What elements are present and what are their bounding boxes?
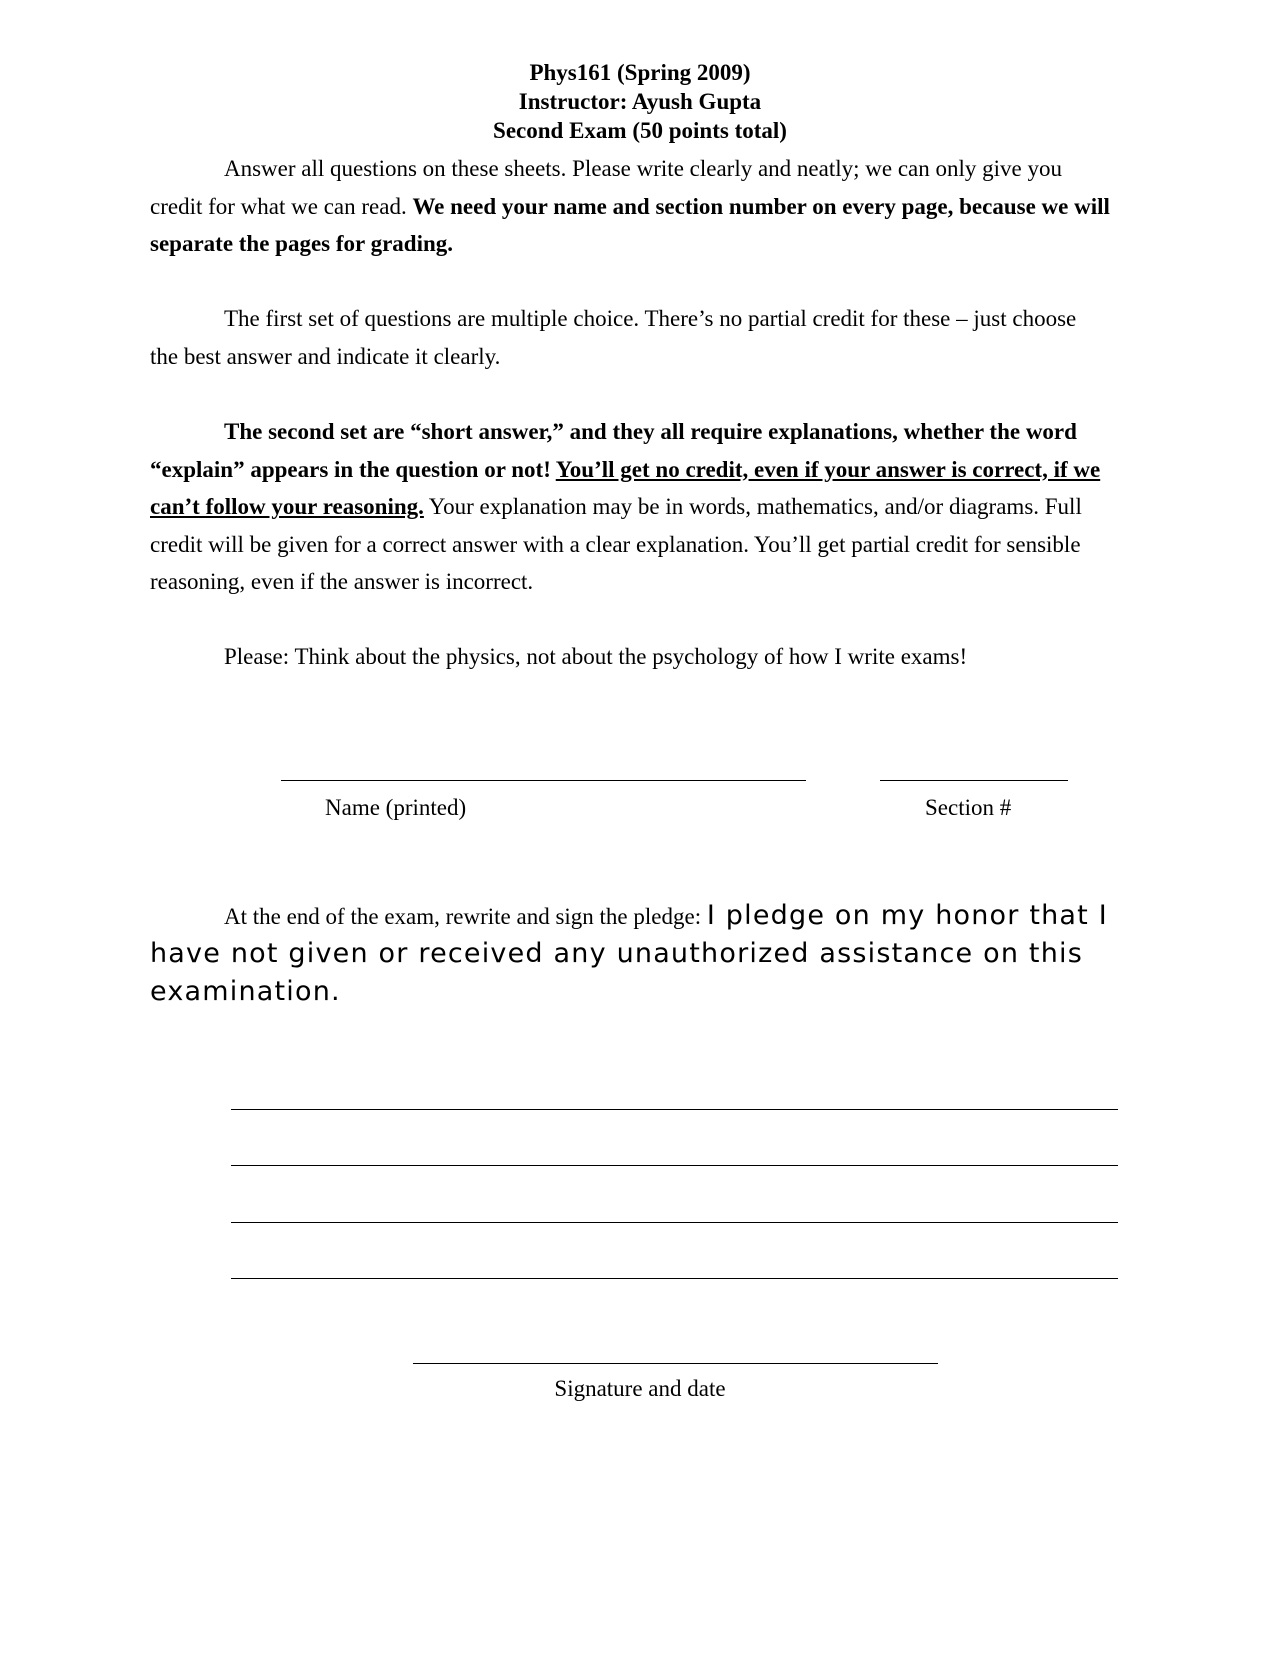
section-label: Section # [925, 795, 1012, 820]
short-answer-bold-text: The second set are “short answer,” and they all require explanations, whether the word “explain” appears in the question or not! [150, 419, 1077, 482]
instructions-paragraph-3 [150, 413, 1110, 601]
pledge-line-3[interactable] [231, 1222, 1118, 1223]
pledge-line-1[interactable] [231, 1109, 1118, 1110]
pledge-intro: At the end of the exam, rewrite and sign the pledge: [224, 904, 707, 929]
section-field-line[interactable] [880, 780, 1068, 781]
instructions-paragraph-4 [150, 638, 1110, 676]
exam-header [0, 58, 1280, 145]
name-field-line[interactable] [281, 780, 806, 781]
instructions-paragraph-1 [150, 150, 1110, 263]
exam-title: Second Exam (50 points total) [493, 118, 787, 143]
name-label: Name (printed) [325, 795, 467, 820]
pledge-text: I pledge on my honor that I have not given or received any unauthorized assistance on this examination. [150, 900, 1108, 1007]
explanation-text: Your explanation may be in words, mathematics, and/or diagrams. Full credit will be given for a correct answer with a clear explanation. You’ll get partial credit for sensible reasoning, even if the answer is incorrect. [150, 494, 1082, 594]
pledge-line-4[interactable] [231, 1278, 1118, 1279]
instructions-bold-text: We need your name and section number on every page, because we will separate the pages for grading. [150, 193, 1110, 256]
multiple-choice-text: The first set of questions are multiple choice. There’s no partial credit for these – just choose the best answer and indicate it clearly. [150, 306, 1077, 369]
pledge-paragraph [150, 897, 1130, 1011]
no-credit-warning: You’ll get no credit, even if your answer is correct, if we can’t follow your reasoning. [150, 456, 1101, 519]
course-title: Phys161 (Spring 2009) [529, 60, 751, 85]
signature-line[interactable] [413, 1363, 938, 1364]
pledge-line-2[interactable] [231, 1165, 1118, 1166]
instructions-paragraph-2 [150, 300, 1110, 375]
instructions-text: Answer all questions on these sheets. Please write clearly and neatly; we can only give you credit for what we can read. [150, 156, 1062, 219]
instructor-line: Instructor: Ayush Gupta [518, 89, 762, 114]
physics-note: Please: Think about the physics, not about the psychology of how I write exams! [224, 644, 968, 669]
signature-label: Signature and date [554, 1376, 726, 1401]
